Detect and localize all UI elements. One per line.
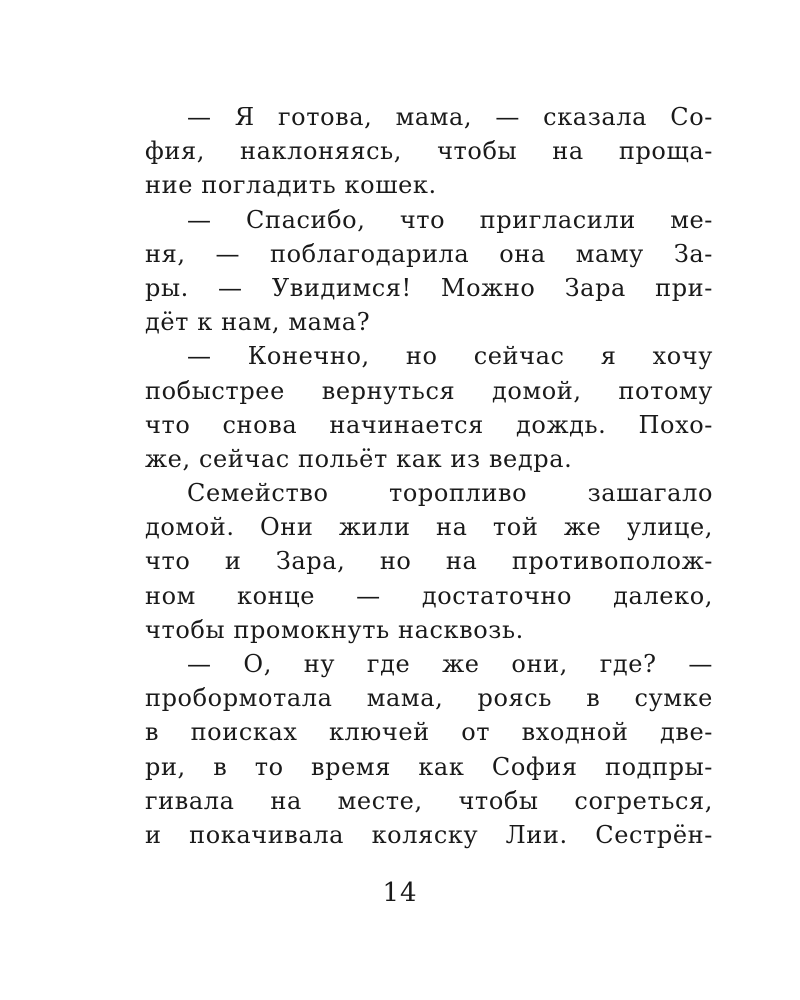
text-line: что снова начинается дождь. Похо-: [145, 410, 713, 439]
text-line: гивала на месте, чтобы согреться,: [145, 786, 713, 815]
text-line: — Я готова, мама, — сказала Со-: [187, 103, 713, 131]
text-line: фия, наклоняясь, чтобы на проща-: [145, 137, 713, 166]
text-line: чтобы промокнуть насквозь.: [145, 615, 524, 644]
text-line: пробормотала мама, роясь в сумке: [145, 684, 713, 713]
text-line: ном конце — достаточно далеко,: [145, 581, 713, 610]
text-line: — Конечно, но сейчас я хочу: [187, 342, 713, 371]
text-line: — Спасибо, что пригласили ме-: [187, 205, 713, 234]
text-line: ние погладить кошек.: [145, 171, 437, 200]
text-line: ня, — поблагодарила она маму За-: [145, 239, 713, 268]
text-line: ры. — Увидимся! Можно Зара при-: [145, 273, 713, 302]
text-line: что и Зара, но на противополож-: [145, 547, 713, 576]
page-text: [145, 100, 713, 852]
text-line: дёт к нам, мама?: [145, 308, 371, 337]
text-line: Семейство торопливо зашагало: [187, 479, 713, 508]
text-line: ри, в то время как София подпры-: [145, 752, 713, 781]
text-line: и покачивала коляску Лии. Сестрён-: [145, 820, 713, 849]
text-line: в поисках ключей от входной две-: [145, 718, 713, 747]
text-line: — О, ну где же они, где? —: [187, 650, 713, 678]
page-number: 14: [382, 878, 418, 908]
text-line: домой. Они жили на той же улице,: [145, 513, 713, 542]
text-line: побыстрее вернуться домой, потому: [145, 376, 713, 405]
text-line: же, сейчас польёт как из ведра.: [145, 444, 573, 473]
